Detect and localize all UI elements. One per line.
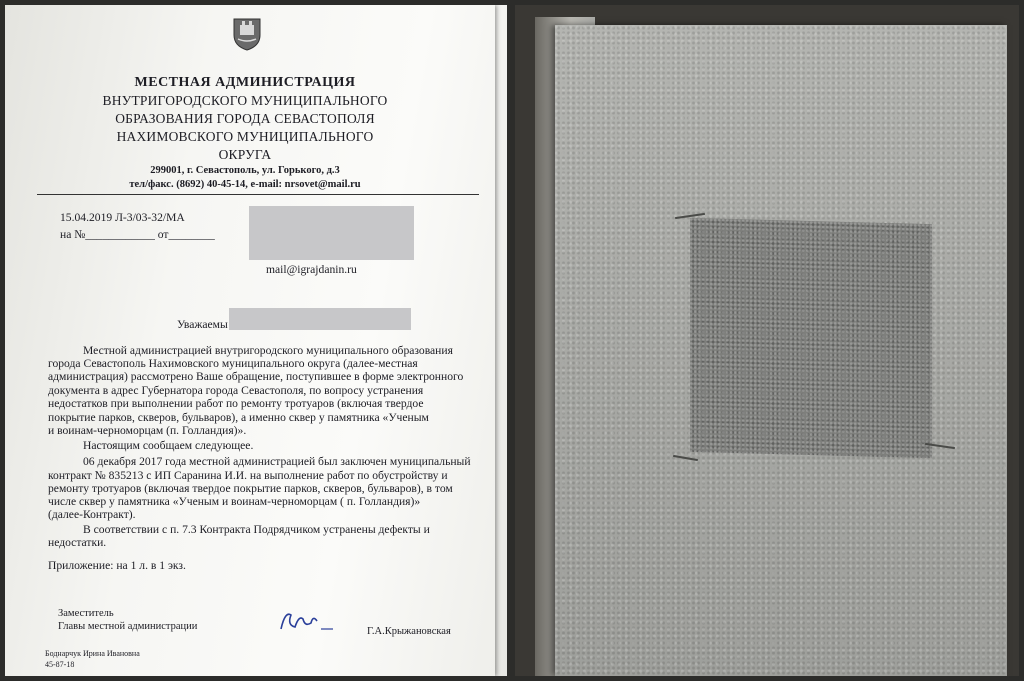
ref-date: 15.04.2019 Л-3/03-32/МА [60, 211, 185, 224]
recipient-email: mail@igrajdanin.ru [266, 263, 357, 276]
para1-line1: Местной администрацией внутригородского муниципального образования [83, 344, 453, 357]
redacted-recipient [249, 206, 414, 260]
asphalt-patch [690, 218, 932, 458]
org-address: 299001, г. Севастополь, ул. Горького, д.3 [150, 165, 340, 176]
para1-line4: документа в адрес Губернатора города Севастополя, по вопросу устранения [48, 384, 424, 397]
org-name-line2: ВНУТРИГОРОДСКОГО МУНИЦИПАЛЬНОГО [102, 93, 388, 108]
para3-line1: 06 декабря 2017 года местной администрацией был заключен муниципальный [83, 455, 471, 468]
header-divider [37, 194, 479, 195]
signer-title-line2: Главы местной администрации [58, 621, 198, 632]
para1-line5: недостатков при выполнении работ по ремонту тротуаров (включая твердое [48, 397, 424, 410]
para3-line5: (далее-Контракт). [48, 508, 136, 521]
coat-of-arms-icon [232, 15, 262, 51]
para3-line3: ремонту тротуаров (включая твердое покрытие парков, скверов, бульваров), в том [48, 482, 453, 495]
para1-line7: и воинам-черноморцам (п. Голландия)». [48, 424, 247, 437]
org-contacts: тел/факс. (8692) 40-45-14, e-mail: nrsovet@mail.ru [129, 179, 361, 190]
para2: Настоящим сообщаем следующее. [83, 439, 254, 452]
org-name-line5: ОКРУГА [218, 147, 272, 162]
saw-cut-mark [673, 455, 698, 461]
para3-line4: числе сквер у памятника «Ученым и воинам-черноморцам ( п. Голландия)» [48, 495, 421, 508]
para1-line3: администрация) рассмотрено Ваше обращение, поступившее в форме электронного [48, 370, 464, 383]
org-name-line1: МЕСТНАЯ АДМИНИСТРАЦИЯ [134, 75, 356, 90]
signer-title-line1: Заместитель [58, 608, 114, 619]
para3-line2: контракт № 835213 с ИП Саранина И.И. на выполнение работ по обустройству и [48, 469, 448, 482]
signature [273, 605, 343, 637]
executor-phone: 45-87-18 [45, 660, 75, 669]
para1-line2: города Севастополь Нахимовского муниципального округа (далее-местная [48, 357, 418, 370]
para4-line2: недостатки. [48, 536, 107, 549]
pavement-photo [515, 5, 1019, 676]
executor-name: Боднарчук Ирина Ивановна [45, 649, 140, 658]
org-name-line4: НАХИМОВСКОГО МУНИЦИПАЛЬНОГО [116, 129, 374, 144]
attachment-note: Приложение: на 1 л. в 1 экз. [48, 559, 186, 572]
salutation: Уважаемы [177, 318, 228, 331]
redacted-name [229, 308, 411, 330]
para4-line1: В соответствии с п. 7.3 Контракта Подрядчиком устранены дефекты и [83, 523, 430, 536]
para1-line6: покрытие парков, скверов, бульваров), а именно сквер у памятника «Ученым [48, 411, 429, 424]
photo-printout [555, 25, 1007, 676]
letter-sheet [5, 5, 495, 676]
signature-mark [297, 608, 313, 624]
letter-photo [5, 5, 507, 676]
signer-name: Г.А.Крыжановская [367, 626, 451, 637]
org-name-line3: ОБРАЗОВАНИЯ ГОРОДА СЕВАСТОПОЛЯ [115, 111, 375, 126]
ref-number: на №____________ от________ [60, 228, 215, 241]
